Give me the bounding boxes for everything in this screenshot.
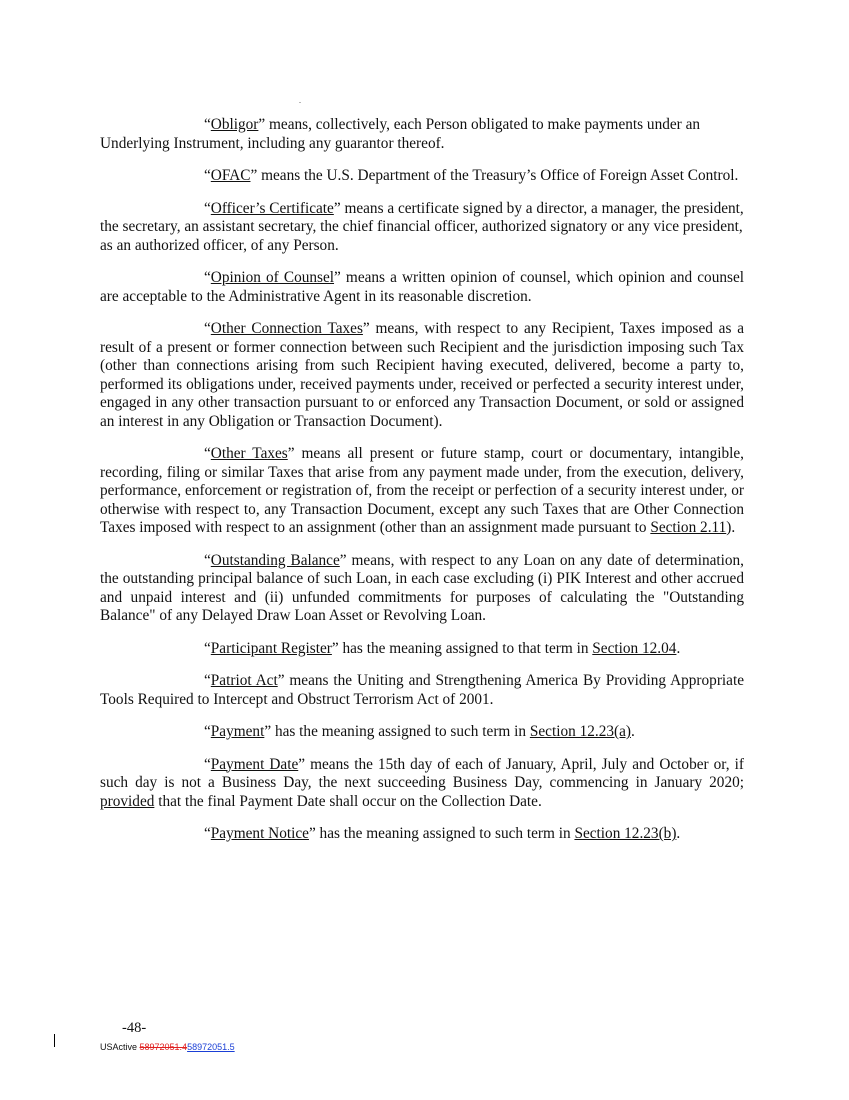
definition-tail: that the final Payment Date shall occur on the Collection Date. [154, 792, 542, 810]
definition-tail: . [676, 639, 681, 657]
definition-tail: ). [726, 519, 736, 536]
definition-body: means, with respect to any Loan on any date of determination, the outstanding principal balance of such Loan, in each case excluding (i) PIK Interest and other accrued and unpaid interest and (ii) unfunded commitments for purposes of calculating the "Outstanding Balance" of any Delayed Draw Loan Asset or Revolving Loan. [100, 551, 744, 624]
document-id-footer [100, 1038, 235, 1057]
definition-patriot-act: “Patriot Act” means the Uniting and Strengthening America By Providing Appropriate Tools Required to Intercept and Obstruct Terrorism Act of 2001. [100, 672, 744, 708]
definition-obligor: “Obligor” means, collectively, each Person obligated to make payments under an Underlying Instrument, including any guarantor thereof. [100, 116, 701, 152]
definition-body: means the 15th day of each of January, April, July and October or, if such day is not a Business Day, the next succeeding Business Day, commencing in January 2020; [100, 755, 744, 791]
defined-term: Officer’s Certificate [210, 199, 334, 217]
defined-term: Patriot Act [210, 672, 278, 689]
definition-payment-date: “Payment Date” means the 15th day of each of January, April, July and October or, if such day is not a Business Day, the next succeeding Business Day, commencing in January 2020; provided that the final Payment Date shall occur on the Collection Date. [100, 755, 744, 810]
defined-term: Participant Register [210, 639, 332, 657]
doc-id-deleted: 58972051.4 [139, 1042, 188, 1052]
page-number: -48- [122, 1020, 147, 1036]
definition-other-connection-taxes: “Other Connection Taxes” means, with respect to any Recipient, Taxes imposed as a result of a present or former connection between such Recipient and the jurisdiction imposing such Tax (other than connections arising from such Recipient having executed, delivered, become a party to, performed its obligations under, received payments under, received or perfected a security interest under, engaged in any other transaction pursuant to or enforced any Transaction Document, or sold or assigned an interest in any Obligation or Transaction Document). [100, 320, 744, 430]
definition-body: has the meaning assigned to such term in [271, 723, 530, 740]
definition-body: has the meaning assigned to such term in [315, 825, 575, 842]
defined-term: Other Connection Taxes [210, 320, 363, 337]
definition-opinion-of-counsel: “Opinion of Counsel” means a written opinion of counsel, which opinion and counsel are acceptable to the Administrative Agent in its reasonable discretion. [100, 269, 744, 305]
definition-body: means a certificate signed by a director, a manager, the president, the secretary, an assistant secretary, the chief financial officer, authorized signatory or any vice president, as an authorized officer, of any Person. [100, 199, 744, 254]
definition-officers-certificate: “Officer’s Certificate” means a certificate signed by a director, a manager, the president, the secretary, an assistant secretary, the chief financial officer, authorized signatory or any vice president, as an authorized officer, of any Person. [100, 199, 744, 254]
definition-outstanding-balance: “Outstanding Balance” means, with respect to any Loan on any date of determination, the outstanding principal balance of such Loan, in each case excluding (i) PIK Interest and other accrued and unpaid interest and (ii) unfunded commitments for purposes of calculating the "Outstanding Balance" of any Delayed Draw Loan Asset or Revolving Loan. [100, 551, 744, 624]
defined-term: Payment [210, 723, 265, 740]
definition-body: means, with respect to any Recipient, Taxes imposed as a result of a present or former connection between such Recipient and the jurisdiction imposing such Tax (other than connections arising from such Recipient having executed, delivered, become a party to, performed its obligations under, received payments under, received or perfected a security interest under, engaged in any other transaction pursuant to or enforced any Transaction Document, or sold or assigned an interest in any Obligation or Transaction Document). [100, 320, 744, 430]
section-reference: Section 12.04 [592, 639, 677, 657]
definition-participant-register: “Participant Register” has the meaning assigned to that term in Section 12.04. [204, 639, 681, 657]
definition-payment: “Payment” has the meaning assigned to such term in Section 12.23(a). [204, 723, 635, 740]
defined-term: Other Taxes [210, 445, 288, 462]
definition-body: means, collectively, each Person obligated to make payments under an Underlying Instrument, including any guarantor thereof. [100, 116, 701, 152]
revision-change-bar [54, 1034, 55, 1047]
defined-term: Obligor [210, 116, 259, 133]
definition-body: means the U.S. Department of the Treasury’s Office of Foreign Asset Control. [257, 167, 739, 184]
definition-body: means a written opinion of counsel, which opinion and counsel are acceptable to the Administrative Agent in its reasonable discretion. [100, 269, 744, 305]
defined-term: OFAC [210, 167, 251, 184]
stray-mark: . [299, 96, 301, 105]
definition-body: means the Uniting and Strengthening America By Providing Appropriate Tools Required to Intercept and Obstruct Terrorism Act of 2001. [100, 672, 744, 708]
defined-term: Payment Notice [210, 825, 309, 842]
definition-other-taxes: “Other Taxes” means all present or future stamp, court or documentary, intangible, recording, filing or similar Taxes that arise from any payment made under, from the execution, delivery, performance, enforcement or registration of, from the receipt or perfection of a security interest under, or otherwise with respect to, any Transaction Document, except any such Taxes that are Other Connection Taxes imposed with respect to an assignment (other than an assignment made pursuant to Section 2.11). [100, 445, 744, 536]
definition-tail: . [630, 723, 635, 740]
defined-term: Payment Date [210, 755, 299, 773]
definition-body: means all present or future stamp, court or documentary, intangible, recording, filing or similar Taxes that arise from any payment made under, from the execution, delivery, performance, enforcement or registration of, from the receipt or perfection of a security interest under, or otherwise with respect to, any Transaction Document, except any such Taxes that are Other Connection Taxes imposed with respect to an assignment (other than an assignment made pursuant to [100, 445, 744, 536]
definition-body: has the meaning assigned to that term in [338, 639, 593, 657]
section-reference: Section 12.23(a) [529, 723, 631, 740]
definition-tail: . [676, 825, 681, 842]
defined-term: Opinion of Counsel [210, 269, 335, 286]
section-reference: Section 12.23(b) [574, 825, 677, 842]
defined-term: Outstanding Balance [210, 551, 340, 569]
definitions-list [100, 116, 744, 858]
definition-payment-notice: “Payment Notice” has the meaning assigned to such term in Section 12.23(b). [204, 825, 681, 842]
definition-ofac: “OFAC” means the U.S. Department of the Treasury’s Office of Foreign Asset Control. [204, 167, 739, 184]
doc-id-prefix: USActive [100, 1042, 140, 1052]
doc-id-inserted: 58972051.5 [187, 1042, 235, 1052]
proviso-term: provided [100, 792, 155, 810]
section-reference: Section 2.11 [650, 519, 727, 536]
